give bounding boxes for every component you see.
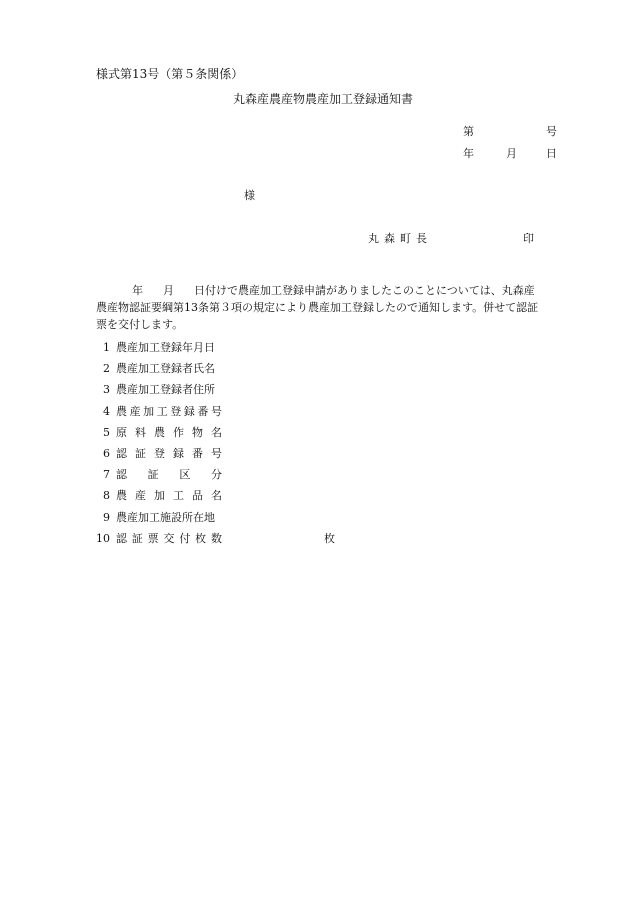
item-unit: 枚 <box>324 531 335 545</box>
number-suffix: 号 <box>546 125 557 138</box>
date-day-label: 日 <box>546 147 557 160</box>
item-label: 認 証 票 交 付 枚 数 <box>116 531 222 545</box>
list-item <box>96 427 396 448</box>
document-title: 丸森産農産物農産加工登録通知書 <box>233 92 414 106</box>
notification-body <box>96 282 574 333</box>
item-number: 2 <box>103 362 110 376</box>
date-year-label: 年 <box>463 147 474 160</box>
seal-mark: 印 <box>523 232 534 245</box>
item-label: 認 証 区 分 <box>116 468 222 482</box>
body-line-2: 農産物認証要綱第13条第３項の規定により農産加工登録したので通知します。併せて認証 <box>96 301 539 314</box>
item-label: 農 産 加 工 登 録 番 号 <box>116 404 222 418</box>
item-list <box>96 342 396 554</box>
item-label: 農 産 加 工 品 名 <box>116 489 222 503</box>
list-item <box>96 512 396 533</box>
list-item <box>96 363 396 384</box>
list-item <box>96 469 396 490</box>
item-label: 農産加工施設所在地 <box>116 510 215 524</box>
item-number: 3 <box>103 383 110 397</box>
item-number: 7 <box>103 468 110 482</box>
body-line-3: 票を交付します。 <box>96 318 184 331</box>
recipient-honorific: 様 <box>244 189 255 202</box>
item-label: 農産加工登録年月日 <box>116 341 215 354</box>
item-number: 1 <box>103 341 110 354</box>
list-item <box>96 490 396 511</box>
body-line-1 <box>96 282 574 299</box>
item-number: 6 <box>103 446 110 460</box>
item-label: 原 料 農 作 物 名 <box>116 425 222 439</box>
item-number: 9 <box>103 510 110 524</box>
form-number: 様式第13号（第５条関係） <box>96 67 244 81</box>
list-item <box>96 406 396 427</box>
date-month-label: 月 <box>506 147 517 160</box>
item-number: 5 <box>103 425 110 439</box>
list-item <box>96 533 396 554</box>
item-number: 4 <box>103 404 110 418</box>
item-label: 農産加工登録者住所 <box>116 383 215 397</box>
item-number: 10 <box>96 531 110 545</box>
list-item <box>96 384 396 405</box>
date-row <box>463 148 559 160</box>
sender-name: 丸森町長 <box>368 232 432 245</box>
body-month: 月 <box>163 284 174 297</box>
list-item <box>96 342 396 363</box>
number-prefix: 第 <box>463 125 474 138</box>
item-label: 農産加工登録者氏名 <box>116 362 215 376</box>
body-year: 年 <box>132 284 143 297</box>
list-item <box>96 448 396 469</box>
document-number-row <box>463 126 559 138</box>
item-label: 認 証 登 録 番 号 <box>116 446 222 460</box>
body-line-1-text: 日付けで農産加工登録申請がありましたこのことについては、丸森産 <box>194 284 535 297</box>
item-number: 8 <box>103 489 110 503</box>
